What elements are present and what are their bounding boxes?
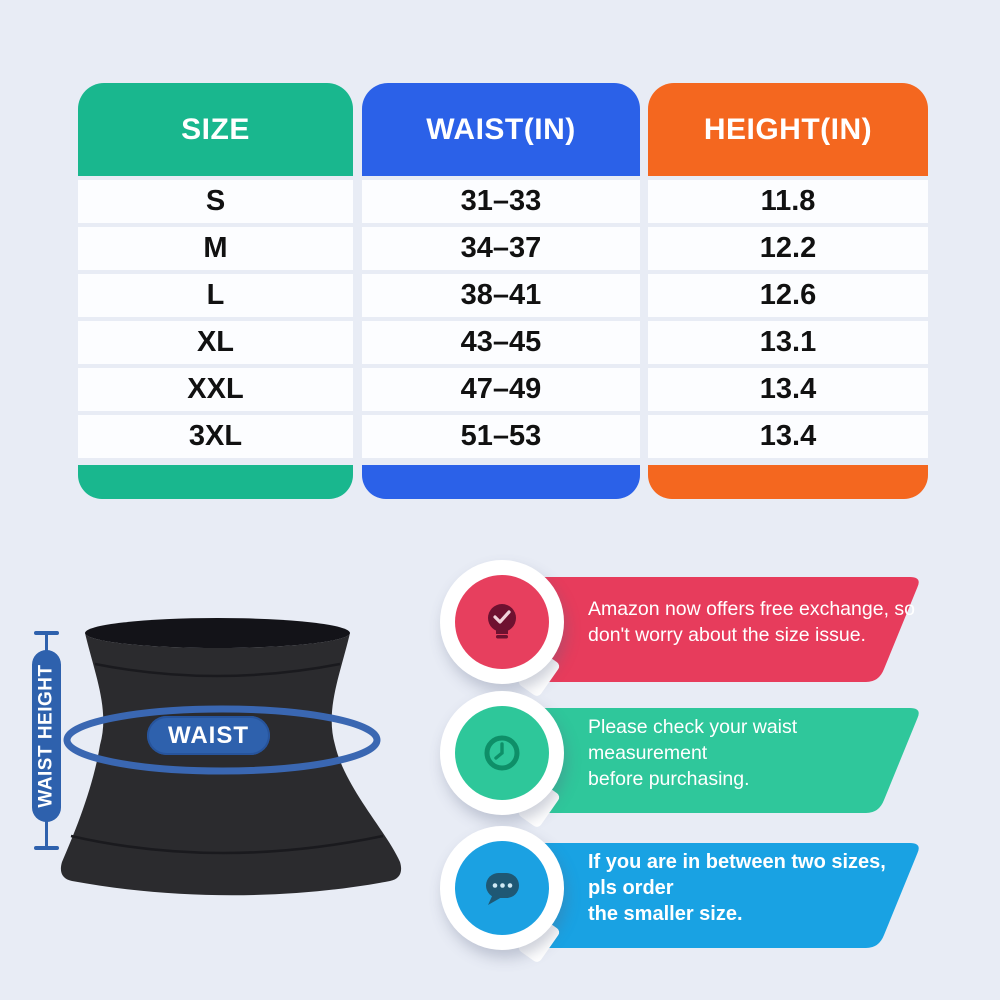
column-footer-bar-height — [648, 465, 928, 499]
size-cell: S — [78, 180, 353, 223]
height-cell: 11.8 — [648, 180, 928, 223]
waist-label: WAIST — [168, 721, 249, 749]
size-cell: XL — [78, 321, 353, 364]
height-cell: 13.4 — [648, 415, 928, 458]
waist-label-pill — [147, 716, 270, 755]
size-table-column-waist — [362, 83, 640, 499]
callout-text — [588, 843, 918, 933]
lightbulb-check-icon — [455, 575, 549, 669]
waist-height-label-pill — [32, 650, 61, 822]
column-header-waist: WAIST(IN) — [362, 83, 640, 176]
height-cell: 13.4 — [648, 368, 928, 411]
size-cell: M — [78, 227, 353, 270]
waist-cell: 38–41 — [362, 274, 640, 317]
size-table-column-size — [78, 83, 353, 499]
clock-icon — [455, 706, 549, 800]
callout-line: the smaller size. — [588, 903, 743, 925]
size-cell: L — [78, 274, 353, 317]
waist-cell: 34–37 — [362, 227, 640, 270]
callout-line: Please check your waist measurement — [588, 716, 798, 764]
waist-trainer-opening — [85, 618, 350, 648]
height-measure-cap-top — [34, 631, 59, 635]
height-cell: 12.6 — [648, 274, 928, 317]
chat-dots-icon — [455, 841, 549, 935]
waist-cell: 43–45 — [362, 321, 640, 364]
waist-height-label: WAIST HEIGHT — [35, 664, 57, 808]
height-measure-cap-bottom — [34, 846, 59, 850]
callout-badge — [440, 691, 564, 815]
size-cell: 3XL — [78, 415, 353, 458]
callout-line: don't worry about the size issue. — [588, 624, 866, 646]
callout-text — [588, 708, 918, 798]
callout-badge — [440, 560, 564, 684]
column-footer-bar-size — [78, 465, 353, 499]
callout-badge — [440, 826, 564, 950]
waist-cell: 31–33 — [362, 180, 640, 223]
callout-between-sizes — [440, 826, 960, 966]
column-header-size: SIZE — [78, 83, 353, 176]
column-header-height: HEIGHT(IN) — [648, 83, 928, 176]
size-cell: XXL — [78, 368, 353, 411]
callout-text — [588, 577, 918, 667]
column-footer-bar-waist — [362, 465, 640, 499]
height-cell: 12.2 — [648, 227, 928, 270]
callout-line: Amazon now offers free exchange, so — [588, 598, 915, 620]
waist-cell: 47–49 — [362, 368, 640, 411]
callout-check-measurement — [440, 691, 960, 831]
callout-free-exchange — [440, 560, 960, 700]
waist-trainer-illustration — [15, 600, 435, 910]
waist-cell: 51–53 — [362, 415, 640, 458]
size-table-column-height — [648, 83, 928, 499]
height-cell: 13.1 — [648, 321, 928, 364]
callout-line: before purchasing. — [588, 768, 750, 790]
callout-line: If you are in between two sizes, pls order — [588, 851, 886, 899]
